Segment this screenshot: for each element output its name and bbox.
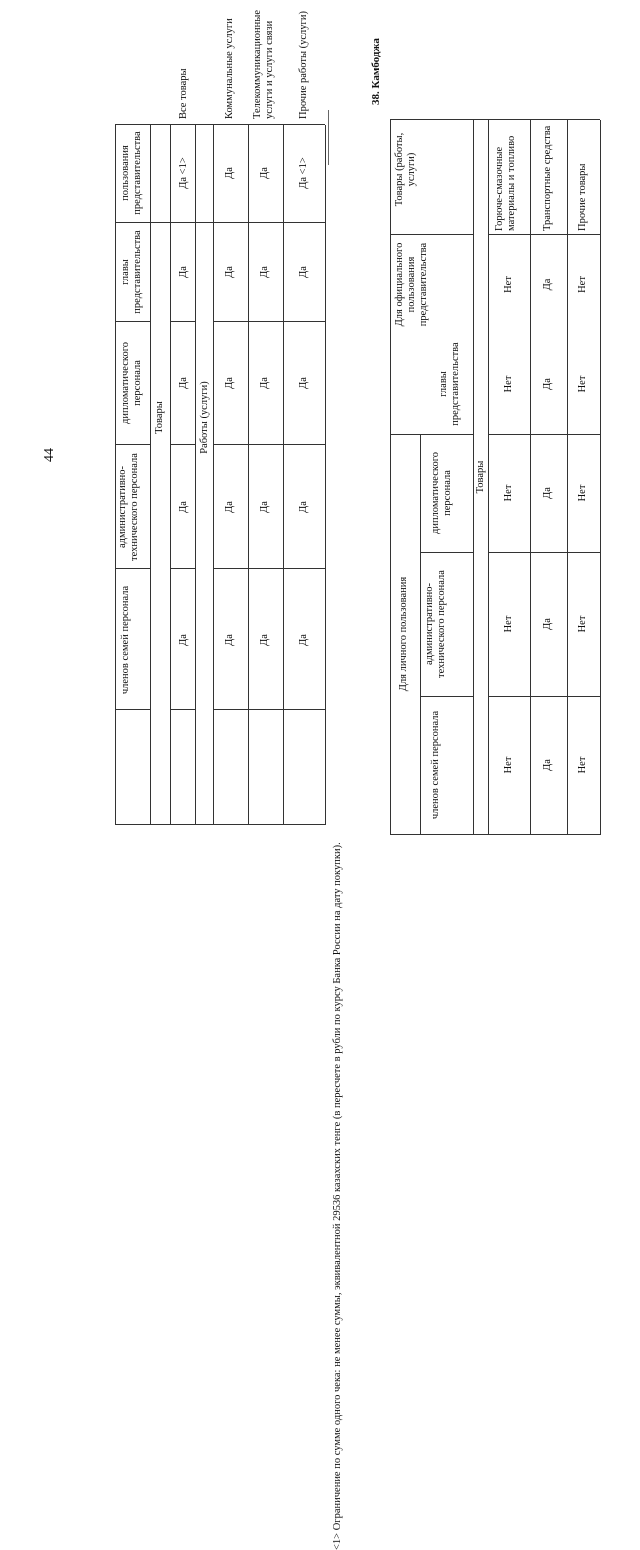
- t2-header-official: Для официального пользования представительства: [394, 242, 430, 327]
- t1-row-other-works: Прочие работы (услуги): [298, 11, 309, 119]
- t1-cell: Да: [259, 167, 270, 179]
- t1-header-official-use: пользования представительства: [120, 131, 144, 215]
- t2-cell: Да: [542, 487, 553, 499]
- t1-cell: Да: [224, 377, 235, 389]
- t1-cell: Да: [224, 266, 235, 278]
- t1-cell: Да: [298, 266, 309, 278]
- t1-cell: Да: [298, 634, 309, 646]
- t2-row-vehicles: Транспортные средства: [542, 125, 553, 231]
- t2-cell: Нет: [503, 276, 514, 293]
- t1-row-telecom: Телекоммуникационные услуги и услуги связи: [252, 9, 276, 119]
- t2-cell: Нет: [577, 484, 588, 502]
- t1-header-admin: административно-технического персонала: [117, 453, 141, 561]
- t2-sub-admin: административно-технического персонала: [424, 570, 448, 678]
- section-title-cambodia: 38. Камбоджа: [370, 38, 382, 105]
- t2-row-other-goods: Прочие товары: [577, 163, 588, 231]
- t1-row-all-goods: Все товары: [178, 68, 189, 119]
- t1-cell: Да: [178, 377, 189, 389]
- t2-cell: Нет: [577, 615, 588, 633]
- t2-header-goods: Товары (работы, услуги): [394, 132, 418, 207]
- t1-cell: Да: [224, 501, 235, 513]
- t1-cell: Да: [178, 501, 189, 513]
- t1-cell: Да: [259, 266, 270, 278]
- t2-cell: Нет: [577, 756, 588, 774]
- t2-sub-diplomatic: дипломатического персонала: [430, 451, 454, 535]
- t2-cell: Нет: [577, 375, 588, 393]
- t1-row-utilities: Коммунальные услуги: [224, 18, 235, 119]
- t2-header-personal: Для личного пользования: [398, 576, 409, 692]
- footnote-separator: [328, 110, 329, 165]
- t1-cell: Да <1>: [298, 157, 309, 189]
- t1-cell: Да: [178, 634, 189, 646]
- t1-cell: Да: [298, 501, 309, 513]
- t1-cell: Да: [298, 377, 309, 389]
- t2-sub-family: членов семей персонала: [430, 710, 441, 820]
- t1-cell: Да: [178, 266, 189, 278]
- t1-cell: Да <1>: [178, 157, 189, 189]
- t2-cell: Нет: [503, 484, 514, 502]
- page-number: 44: [42, 448, 57, 462]
- t2-cell: Да: [542, 759, 553, 771]
- t2-cell: Нет: [503, 615, 514, 633]
- t2-sub-head: главы представительства: [438, 342, 462, 426]
- t2-cell: Да: [542, 278, 553, 291]
- t2-cell: Нет: [503, 756, 514, 774]
- t1-cell: Да: [259, 501, 270, 513]
- t2-row-fuel: Горюче-смазочные материалы и топливо: [494, 135, 518, 231]
- t2-cell: Нет: [503, 375, 514, 393]
- t2-section-goods: Товары: [475, 460, 486, 494]
- t1-section-works: Работы (услуги): [199, 381, 210, 454]
- t1-cell: Да: [259, 377, 270, 389]
- t1-cell: Да: [224, 167, 235, 179]
- t2-cell: Да: [542, 618, 553, 630]
- t1-header-diplomatic: дипломатического персонала: [120, 341, 144, 425]
- t1-header-head: главы представительства: [120, 230, 144, 314]
- footnote: <1> Ограничение по сумме одного чека: не менее суммы, эквивалентной 29536 казахских тенге (в пересчете в рубли по курсу Банка России на дату покупки).: [332, 842, 343, 1550]
- t1-section-goods: Товары: [154, 401, 165, 434]
- t1-header-family: членов семей персонала: [120, 585, 131, 695]
- t2-cell: Да: [542, 378, 553, 390]
- t2-cell: Нет: [577, 276, 588, 293]
- t1-cell: Да: [224, 634, 235, 646]
- t1-cell: Да: [259, 634, 270, 646]
